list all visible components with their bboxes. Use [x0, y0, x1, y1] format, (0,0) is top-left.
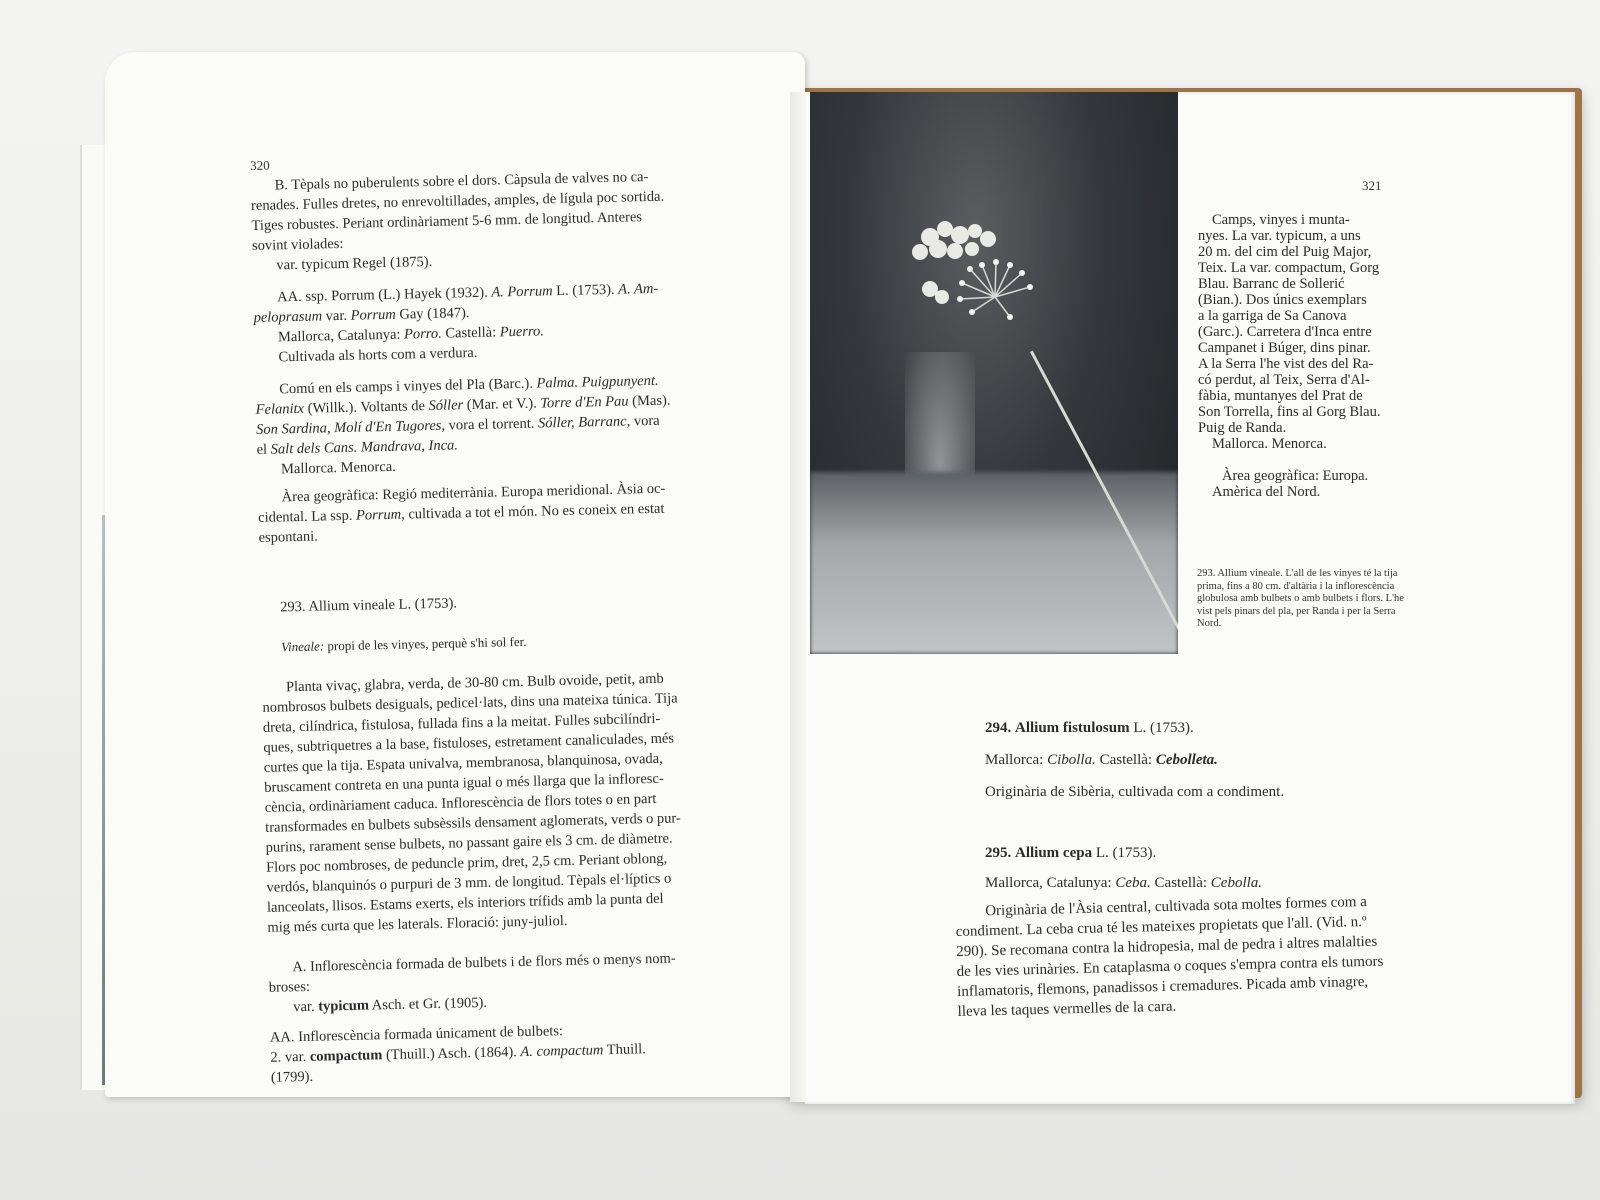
text-span: Porrum: [350, 306, 396, 324]
text-line: Àrea geogràfica: Europa.: [1222, 468, 1369, 484]
text-span: (Thuill.) Asch. (1864).: [382, 1044, 521, 1064]
text-line: Campanet i Búger, dins pinar.: [1198, 340, 1371, 356]
text-span: cultivada a tot el món. No es coneix en estat: [404, 500, 665, 523]
text-span: Vineale:: [280, 638, 325, 655]
text-line: de les vies urinàries. En cataplasma o coques s'empra contra els tumors: [956, 953, 1384, 980]
text-span: Asch. et Gr. (1905).: [368, 994, 488, 1014]
text-span: L. (1753).: [1133, 720, 1194, 736]
text-line: broses:: [268, 978, 311, 996]
text-span: Ceba.: [1115, 875, 1151, 891]
text-span: A. compactum: [520, 1042, 604, 1061]
text-line: (Garc.). Carretera d'Inca entre: [1198, 324, 1372, 340]
text-line: (Bian.). Dos únics exemplars: [1198, 292, 1367, 308]
text-line: AA. Inflorescència formada únicament de bulbets:: [269, 1023, 564, 1046]
text-line: Mallorca. Menorca.: [280, 458, 396, 478]
text-line: verdós, blanquinós o purpuri de 3 mm. de longitud. Tèpals el·líptics o: [266, 870, 672, 896]
text-span: Torre d'En Pau: [540, 393, 629, 412]
text-span: L. (1753).: [552, 281, 619, 300]
text-line: Son Torrella, fins al Gorg Blau.: [1198, 404, 1381, 420]
text-line: Tiges robustes. Periant ordinàriament 5-6 mm. de longitud. Anteres: [251, 209, 643, 234]
text-span: Puerro.: [499, 323, 545, 341]
section-B: [250, 165, 722, 276]
flower-head: [900, 217, 1050, 337]
text-span: Comú en els camps i vinyes del Pla (Barc.).: [279, 375, 537, 398]
text-line: 20 m. del cim del Puig Major,: [1198, 244, 1372, 260]
text-line: renades. Fulles dretes, no enrevoltillades, amples, de lígula poc sortida.: [250, 188, 665, 214]
text-span: Allium cepa: [1015, 845, 1093, 861]
text-span: A. Am-: [618, 280, 659, 298]
text-line: B. Tèpals no puberulents sobre el dors. Càpsula de valves no ca-: [274, 168, 649, 194]
text-span: (Mas).: [628, 392, 671, 410]
section-description: [262, 667, 738, 938]
text-line: espontani.: [258, 528, 318, 546]
text-span: Son Sardina, Molí d'En Tugores,: [255, 417, 446, 438]
text-span: var.: [293, 998, 319, 1016]
text-line: Àrea geogràfica: Regió mediterrània. Europa meridional. Àsia oc-: [281, 480, 666, 506]
text-span: Salt dels Cans. Mandrava, Inca.: [270, 437, 459, 458]
text-line: lleva les taques vermelles de la cara.: [957, 998, 1177, 1020]
text-line: curtes que la tija. Espata univalva, membranosa, blanquinosa, ovada,: [263, 750, 663, 776]
text-line: a la garriga de Sa Canova: [1198, 308, 1347, 324]
text-span: Felanitx: [255, 400, 305, 418]
text-span: Porro.: [403, 325, 442, 343]
text-span: vora el torrent.: [444, 415, 539, 434]
var-typicum-regel: var. typicum Regel (1875).: [276, 253, 433, 274]
text-line: inflamatoris, flemons, panadissos i cremadures. Picada amb vinagre,: [957, 973, 1369, 1000]
text-line: transformades en bulbets subsèssils densament aglomerats, verds o pur-: [265, 810, 681, 836]
text-line: lanceolats, llisos. Estams exerts, els interiors trífids amb la punta del: [266, 890, 664, 916]
line-cibolla: [985, 750, 1415, 770]
section-area: [257, 477, 728, 548]
text-line: 290). Se recomana contra la hidropesia, mal de pedra i altres malalties: [956, 933, 1378, 960]
text-span: (Willk.). Voltants de: [303, 398, 429, 417]
text-span: Porrum,: [355, 506, 405, 524]
text-span: Mallorca:: [985, 752, 1048, 768]
text-span: el: [256, 441, 271, 458]
heading-294: [985, 718, 1415, 738]
text-line: fàbia, muntanyes del Prat de: [1198, 388, 1363, 404]
text-line: dreta, cilíndrica, fistulosa, fullada fins a la meitat. Fulles subcilíndri-: [262, 710, 661, 736]
text-line: Amèrica del Nord.: [1212, 484, 1321, 500]
text-span: Gay (1847).: [395, 305, 470, 323]
text-span: 294.: [985, 720, 1012, 736]
text-span: peloprasum: [253, 308, 323, 326]
text-span: AA. ssp. Porrum (L.) Hayek (1932).: [276, 284, 492, 306]
text-line: mig més curta que les laterals. Floració: juny-juliol.: [267, 912, 568, 936]
section-ceba-uses: [955, 891, 1413, 1022]
right-locality-column: [1198, 212, 1393, 500]
text-span: (Mar. et V.).: [462, 395, 541, 414]
text-line: condiment. La ceba crua té les mateixes propietats que l'all. (Vid. n.º: [955, 913, 1367, 940]
text-line: Blau. Barranc de Sollerić: [1198, 276, 1345, 292]
text-span: compactum: [309, 1047, 383, 1065]
text-line: Teix. La var. compactum, Gorg: [1198, 260, 1380, 276]
text-span: Cibolla.: [1047, 752, 1096, 768]
heading-293: 293. Allium vineale L. (1753).: [280, 595, 458, 616]
text-line: cència, ordinàriament caduca. Inflorescència de flors totes o en part: [264, 790, 657, 816]
text-span: Sóller: [428, 397, 464, 415]
text-line: Originària de l'Àsia central, cultivada sota moltes formes com a: [985, 893, 1368, 920]
text-span: Mallorca, Catalunya:: [985, 875, 1116, 891]
text-span: cidental. La ssp.: [257, 507, 357, 526]
text-line: Cultivada als horts com a verdura.: [278, 344, 478, 366]
text-line: purins, rarament sense bulbets, no passant gaire els 3 cm. de diàmetre.: [265, 830, 673, 856]
text-span: Palma. Puigpunyent.: [536, 372, 659, 392]
text-line: Planta vivaç, glabra, verda, de 30-80 cm. Bulb ovoide, petit, amb: [285, 670, 664, 696]
section-AA: [253, 277, 725, 368]
photo-ground: [810, 472, 1178, 654]
text-span: typicum: [318, 997, 370, 1015]
line-ceba: [985, 873, 1415, 893]
text-span: L. (1753).: [1095, 845, 1157, 861]
text-span: Cebolleta.: [1155, 752, 1218, 768]
page-number-right: 321: [1362, 178, 1382, 193]
section-AA2: [270, 1017, 741, 1088]
text-span: 2. var.: [270, 1048, 311, 1066]
text-line: A. Inflorescència formada de bulbets i de flors més o menys nom-: [292, 950, 676, 976]
text-span: Cebolla.: [1210, 875, 1263, 891]
text-line: bruscament contreta en una punta igual o més llarga que la infloresc-: [264, 770, 664, 796]
text-line: sovint violades:: [251, 235, 344, 254]
heading-295: [985, 843, 1415, 863]
text-span: vora: [630, 412, 660, 430]
text-line: có perdut, al Teix, Serra d'Al-: [1198, 372, 1370, 388]
text-span: Sóller, Barranc,: [537, 413, 631, 432]
page-number-left: 320: [250, 157, 270, 173]
text-line: ques, subtriquetres a la base, fistuloses, estretament canaliculades, més: [263, 730, 675, 756]
text-line: nombrosos bulbets desiguals, pedicel·lats, dins una mateixa túnica. Tija: [262, 690, 678, 716]
text-line: Flors poc nombroses, de peduncle prim, dret, 2,5 cm. Periant oblong,: [265, 850, 668, 876]
section-localities: [255, 369, 727, 480]
text-span: var.: [321, 307, 351, 325]
text-span: Castellà:: [1095, 752, 1156, 768]
text-span: Allium fistulosum: [1015, 720, 1130, 736]
text-line: nyes. La var. typicum, a uns: [1198, 228, 1361, 244]
text-span: Mallorca, Catalunya:: [277, 326, 405, 346]
text-line: A la Serra l'he vist des del Ra-: [1198, 356, 1374, 372]
text-span: A. Porrum: [491, 283, 553, 301]
text-span: Castellà:: [1150, 875, 1211, 891]
text-line: Camps, vinyes i munta-: [1212, 212, 1350, 228]
section-A: [268, 947, 739, 1018]
text-span: 295.: [985, 845, 1012, 861]
text-span: Castellà:: [441, 324, 500, 342]
text-line: Mallorca. Menorca.: [1212, 436, 1327, 452]
text-line: (1799).: [270, 1068, 314, 1086]
allium-photo: [810, 92, 1178, 654]
text-line: Puig de Randa.: [1198, 420, 1287, 436]
text-span: propi de les vinyes, perquè s'hi sol fer.: [323, 633, 527, 654]
line-siberia: Originària de Sibèria, cultivada com a condiment.: [985, 784, 1285, 800]
photo-caption: 293. Allium vineale. L'all de les vinyes té la tija prima, fins a 80 cm. d'altària i la inflorescència globulosa amb bulbets o amb bulbets i flors. L'he vist pels pinars del pla, per Randa i per la Serra Nord.: [1197, 568, 1404, 629]
text-span: Thuill.: [603, 1041, 647, 1059]
